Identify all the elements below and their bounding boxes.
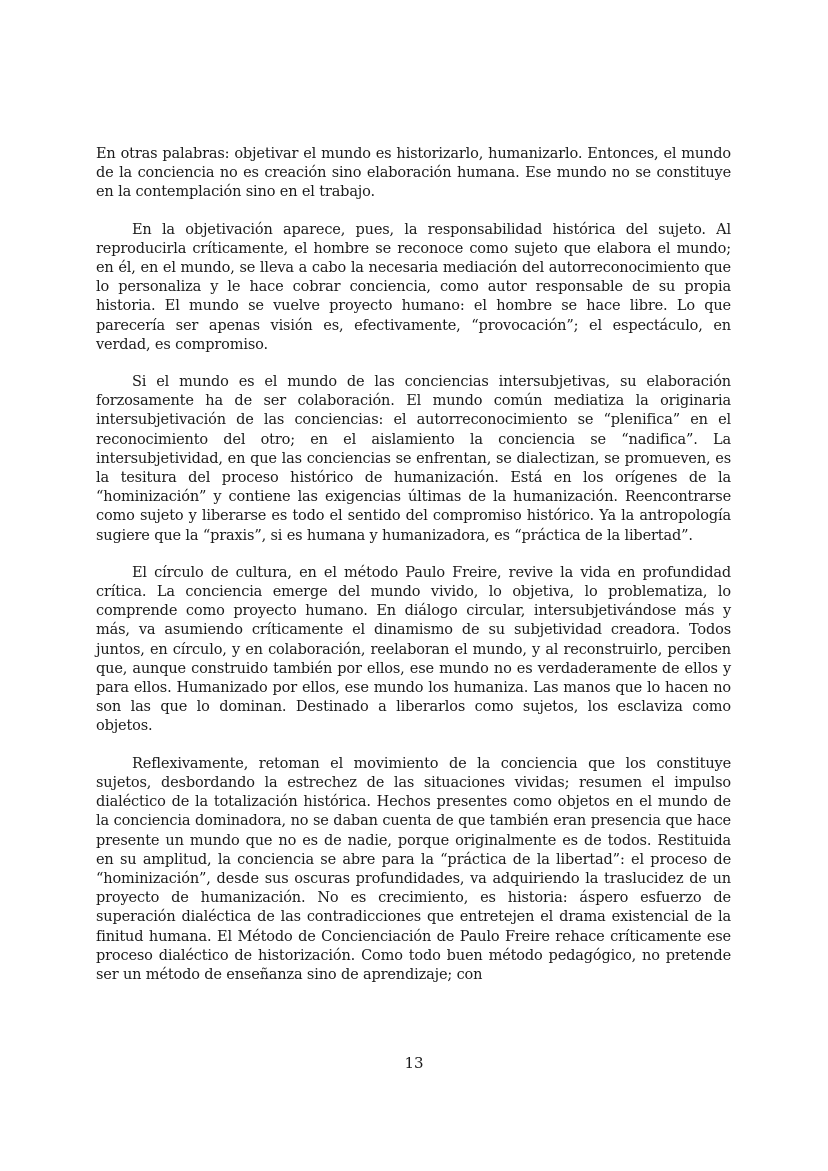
paragraph-5: Reflexivamente, retoman el movimiento de la conciencia que los constituye sujetos, desbordando la estrechez de las situaciones vividas; resumen el impulso dialéctico de la totalización histórica. Hechos presentes como objetos en el mundo de la conciencia dominadora, no se daban cuenta de que también eran presencia que hace presente un mundo que no es de nadie, porque originalmente es de todos. Restituida en su amplitud, la conciencia se abre para la “práctica de la libertad”: el proceso de “hominización”, desde sus oscuras profundidades, va adquiriendo la traslucidez de un proyecto de humanización. No es crecimiento, es historia: áspero esfuerzo de superación dialéctica de las contradicciones que entretejen el drama existencial de la finitud humana. El Método de Concienciación de Paulo Freire rehace críticamente ese proceso dialéctico de historización. Como todo buen método pedagógico, no pretende ser un método de enseñanza sino de aprendizaje; con [96,755,731,983]
text-body [96,145,731,1003]
paragraph-1: En otras palabras: objetivar el mundo es historizarlo, humanizarlo. Entonces, el mundo de la conciencia no es creación sino elaboración humana. Ese mundo no se constituye en la contemplación sino en el trabajo. [96,146,731,201]
page-number: 13 [404,1054,424,1072]
paragraph-4: El círculo de cultura, en el método Paulo Freire, revive la vida en profundidad crítica. La conciencia emerge del mundo vivido, lo objetiva, lo problematiza, lo comprende como proyecto humano. En diálogo circular, intersubjetivándose más y más, va asumiendo críticamente el dinamismo de su subjetividad creadora. Todos juntos, en círculo, y en colaboración, reelaboran el mundo, y al reconstruirlo, perciben que, aunque construido también por ellos, ese mundo no es verdaderamente de ellos y para ellos. Humanizado por ellos, ese mundo los humaniza. Las manos que lo hacen no son las que lo dominan. Destinado a liberarlos como sujetos, los esclaviza como objetos. [96,564,731,735]
paragraph-2: En la objetivación aparece, pues, la responsabilidad histórica del sujeto. Al reproducirla críticamente, el hombre se reconoce como sujeto que elabora el mundo; en él, en el mundo, se lleva a cabo la necesaria mediación del autorreconocimiento que lo personaliza y le hace cobrar conciencia, como autor responsable de su propia historia. El mundo se vuelve proyecto humano: el hombre se hace libre. Lo que parecería ser apenas visión es, efectivamente, “provocación”; el espectáculo, en verdad, es compromiso. [96,221,731,353]
paragraph-3: Si el mundo es el mundo de las conciencias intersubjetivas, su elaboración forzosamente ha de ser colaboración. El mundo común mediatiza la originaria intersubjetivación de las conciencias: el autorreconocimiento se “plenifica” en el reconocimiento del otro; en el aislamiento la conciencia se “nadifica”. La intersubjetividad, en que las conciencias se enfrentan, se dialectizan, se promueven, es la tesitura del proceso histórico de humanización. Está en los orígenes de la “hominización” y contiene las exigencias últimas de la humanización. Reencontrarse como sujeto y liberarse es todo el sentido del compromiso histórico. Ya la antropología sugiere que la “praxis”, si es humana y humanizadora, es “práctica de la libertad”. [96,374,731,544]
